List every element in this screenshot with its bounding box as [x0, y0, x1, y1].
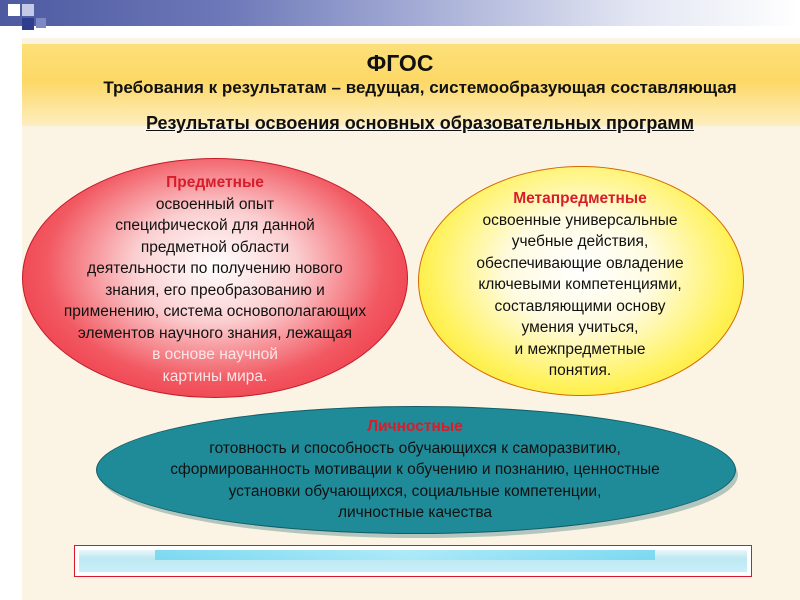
subject-line: картины мира.	[162, 367, 268, 385]
subject-line: деятельности по получению нового	[87, 260, 343, 277]
personal-line: установки обучающихся, социальные компетенции,	[228, 482, 602, 500]
subject-line: знания, его преобразованию и	[105, 281, 325, 299]
personal-line: сформированность мотивации к обучению и познанию, ценностные	[170, 461, 660, 478]
subject-line: освоенный опыт	[155, 195, 275, 213]
meta-line: ключевыми компетенциями,	[478, 276, 682, 293]
subject-results-text	[24, 172, 406, 387]
personal-line: готовность и способность обучающихся к саморазвитию,	[209, 439, 621, 457]
meta-line: учебные действия,	[511, 233, 649, 250]
personal-line: личностные качества	[337, 504, 493, 521]
subject-line: специфической для данной	[115, 217, 315, 234]
personal-results-text	[96, 416, 734, 524]
meta-results-heading: Метапредметные	[513, 190, 647, 207]
bottom-frame-highlight	[155, 550, 655, 560]
section-heading: Результаты освоения основных образовательных программ	[145, 113, 695, 133]
bottom-frame	[74, 545, 752, 577]
subject-line: элементов научного знания, лежащая	[77, 324, 353, 342]
meta-line: обеспечивающие овладение	[476, 254, 684, 272]
decor-square	[22, 18, 34, 30]
meta-line: освоенные универсальные	[482, 211, 678, 229]
decor-square	[36, 18, 46, 28]
personal-results-heading: Личностные	[367, 418, 463, 435]
meta-line: и межпредметные	[514, 340, 646, 358]
title-bar-gradient	[0, 0, 800, 26]
meta-line: умения учиться,	[521, 319, 639, 336]
subject-line: предметной области	[140, 238, 290, 256]
slide-title: ФГОС	[366, 50, 434, 76]
decor-square	[22, 4, 34, 16]
meta-results-text	[418, 188, 742, 382]
subject-line: применению, система основополагающих	[63, 303, 367, 320]
decor-square	[8, 4, 20, 16]
meta-line: понятия.	[548, 362, 612, 379]
slide-subtitle: Требования к результатам – ведущая, системообразующая составляющая	[103, 78, 737, 97]
subject-results-heading: Предметные	[166, 174, 264, 191]
meta-line: составляющими основу	[494, 297, 666, 315]
subject-line: в основе научной	[152, 346, 278, 363]
